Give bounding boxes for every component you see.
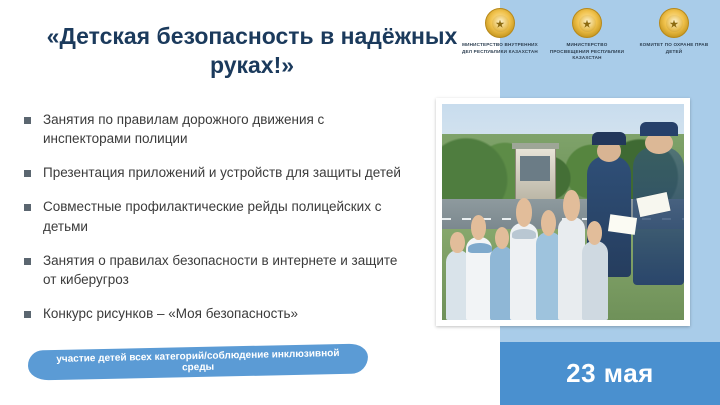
state-emblem-icon: [659, 8, 689, 38]
list-item: [20, 197, 430, 235]
list-item: [20, 304, 430, 323]
bullet-square-icon: [24, 258, 31, 265]
state-emblem-icon: [572, 8, 602, 38]
banner-label: участие детей всех категорий/соблюдение инклюзивной среды: [56, 348, 340, 374]
photo-child-cap: [512, 229, 536, 239]
emblem-committee: [634, 8, 714, 55]
list-item-label: Занятия о правилах безопасности в интернете и защите от киберугроз: [43, 252, 398, 287]
list-item-label: Совместные профилактические рейды полицейских с детьми: [43, 199, 382, 234]
list-item-label: Конкурс рисунков – «Моя безопасность»: [43, 306, 299, 322]
emblem-mvd: [460, 8, 540, 55]
list-item-label: Занятия по правилам дорожного движения с инспекторами полиции: [43, 112, 325, 147]
photo-frame: [436, 98, 690, 326]
bullet-square-icon: [24, 204, 31, 211]
bullet-square-icon: [24, 170, 31, 177]
emblem-row: [460, 8, 714, 62]
list-item: [20, 163, 430, 182]
photo-children-group: [442, 208, 626, 320]
inclusive-environment-banner: [28, 347, 368, 377]
photo-child-cap: [468, 243, 492, 253]
event-photo: [442, 104, 684, 320]
emblem-caption: КОМИТЕТ ПО ОХРАНЕ ПРАВ ДЕТЕЙ: [639, 42, 709, 54]
list-item: [20, 110, 430, 148]
state-emblem-icon: [485, 8, 515, 38]
list-item-label: Презентация приложений и устройств для защиты детей: [43, 165, 401, 181]
date-badge: [500, 342, 720, 405]
bullet-square-icon: [24, 311, 31, 318]
date-label: 23 мая: [566, 358, 654, 388]
bullet-square-icon: [24, 117, 31, 124]
emblem-prosvescheniya: [547, 8, 627, 62]
emblem-caption: МИНИСТЕРСТВО ПРОСВЕЩЕНИЯ РЕСПУБЛИКИ КАЗАХСТАН: [549, 42, 625, 61]
page-title: «Детская безопасность в надёжных руках!»: [46, 23, 458, 79]
list-item: [20, 251, 430, 289]
photo-booth: [515, 147, 556, 203]
photo-child: [582, 241, 608, 320]
bullet-list: [20, 110, 430, 338]
emblem-caption: МИНИСТЕРСТВО ВНУТРЕННИХ ДЕЛ РЕСПУБЛИКИ КАЗАХСТАН: [462, 42, 538, 54]
